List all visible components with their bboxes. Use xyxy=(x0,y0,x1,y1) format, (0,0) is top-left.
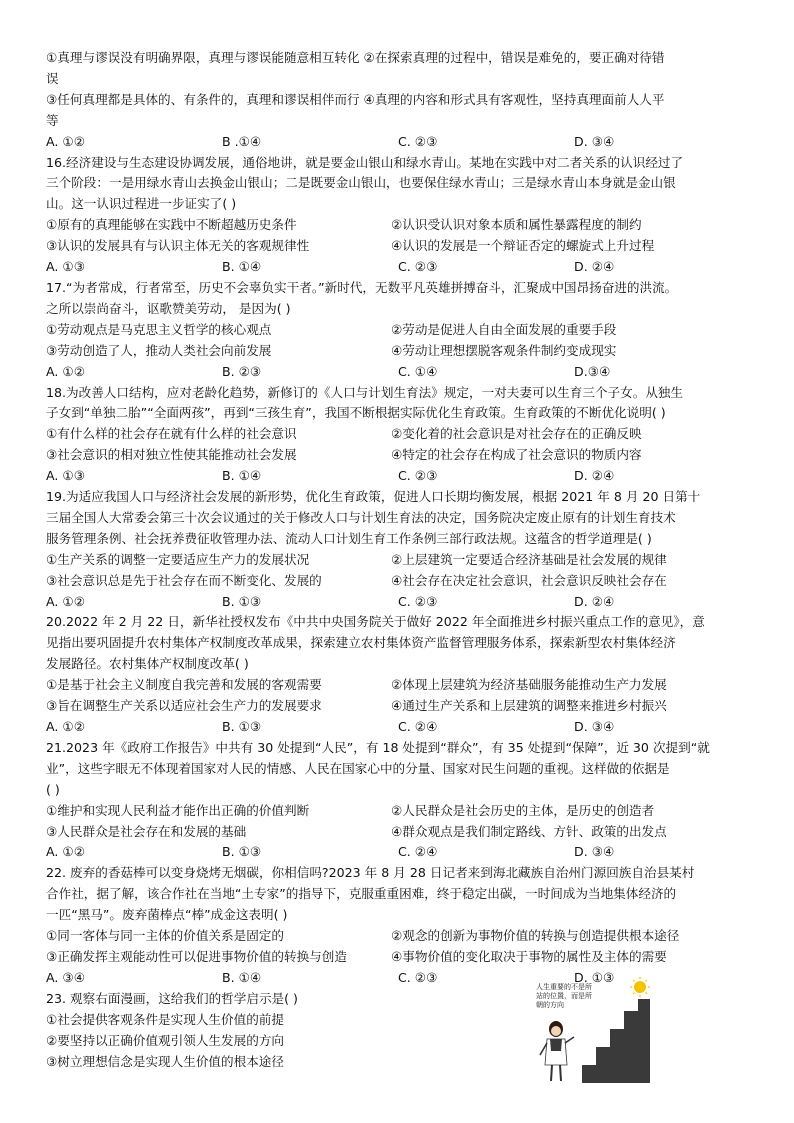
statement-row xyxy=(46,236,750,257)
statement-row xyxy=(46,801,750,822)
option-c[interactable]: C. ②③ xyxy=(398,133,438,149)
option-d[interactable]: D.③④ xyxy=(574,363,611,379)
statement-1: ①生产关系的调整一定要适应生产力的发展状况 xyxy=(46,551,310,567)
answer-options xyxy=(46,842,750,863)
statement-2: ②观念的创新为事物价值的转换与创造提供根本途径 xyxy=(391,928,680,944)
statement-row xyxy=(46,424,750,445)
option-a[interactable]: A. ①② xyxy=(46,133,85,149)
statement-4: ④群众观点是我们制定路线、方针、政策的出发点 xyxy=(391,823,667,839)
option-c[interactable]: C. ②③ xyxy=(398,593,438,609)
option-d[interactable]: D. ③④ xyxy=(574,719,615,734)
question-21 xyxy=(46,738,750,863)
cartoon-caption: 人生重要的不是所 xyxy=(536,982,592,991)
question-22 xyxy=(46,863,750,988)
statement-4: ④社会存在决定社会意识，社会意识反映社会存在 xyxy=(391,572,667,588)
answer-options xyxy=(46,717,750,738)
question-stem: 之所以崇尚奋斗，讴歌赞美劳动， 是因为( ) xyxy=(46,300,291,316)
statement-1: ①维护和实现人民利益才能作出正确的价值判断 xyxy=(46,802,310,818)
option-a[interactable]: A. ①③ xyxy=(46,468,85,484)
option-d[interactable]: D. ③④ xyxy=(574,133,615,149)
statement-4: ④认识的发展是一个辩证否定的螺旋式上升过程 xyxy=(391,238,655,254)
option-b[interactable]: B. ①④ xyxy=(222,259,262,275)
statement-row xyxy=(46,675,750,696)
question-15 xyxy=(46,48,750,153)
answer-options xyxy=(46,592,750,613)
question-stem: 17.“为者常成，行者常至，历史不会辜负实干者。”新时代，无数平凡英雄拼搏奋斗，汇聚成中国昂扬奋进的洪流。 xyxy=(46,279,678,295)
option-c[interactable]: C. ②③ xyxy=(398,969,438,985)
statement-1: ①同一客体与同一主体的价值关系是固定的 xyxy=(46,928,284,944)
statement-line: 误 xyxy=(46,70,59,86)
cartoon-illustration xyxy=(534,977,658,1089)
option-a[interactable]: A. ①② xyxy=(46,719,85,734)
option-b[interactable]: B. ①③ xyxy=(222,719,262,734)
option-d[interactable]: D. ②④ xyxy=(574,468,615,484)
statement-2: ②要坚持以正确价值观引领人生发展的方向 xyxy=(46,1032,284,1048)
question-19 xyxy=(46,487,750,612)
statement-2: ②变化着的社会意识是对社会存在的正确反映 xyxy=(391,426,642,442)
option-c[interactable]: C. ②④ xyxy=(398,719,438,734)
staircase xyxy=(582,999,650,1083)
statement-3: ③树立理想信念是实现人生价值的根本途径 xyxy=(46,1053,284,1069)
sun-icon xyxy=(630,977,650,997)
statement-row xyxy=(46,822,750,843)
option-a[interactable]: A. ③④ xyxy=(46,969,85,985)
question-stem: 23. 观察右面漫画，这给我们的哲学启示是( ) xyxy=(46,990,298,1006)
statement-2: ②体现上层建筑为经济基础服务能推动生产力发展 xyxy=(391,677,667,693)
statement-2: ②人民群众是社会历史的主体，是历史的创造者 xyxy=(391,802,655,818)
question-18 xyxy=(46,383,750,488)
statement-2: ②上层建筑一定要适合经济基础是社会发展的规律 xyxy=(391,551,667,567)
question-stem: 18.为改善人口结构，应对老龄化趋势，新修订的《人口与计划生育法》规定，一对夫妻可以生育三个子女。从独生 xyxy=(46,384,684,400)
statement-4: ④劳动让理想摆脱客观条件制约变成现实 xyxy=(391,342,617,358)
statement-3: ③社会意识的相对独立性使其能推动社会发展 xyxy=(46,447,297,463)
exam-page xyxy=(46,48,750,1072)
question-stem: 子女到“单独二胎”“全面两孩”，再到“三孩生育”，我国不断根据实际优化生育政策。生育政策的不断优化说明( ) xyxy=(46,405,666,421)
question-stem: 山。这一认识过程进一步证实了( ) xyxy=(46,196,237,212)
statement-4: ④通过生产关系和上层建筑的调整来推进乡村振兴 xyxy=(391,698,667,714)
question-stem: 业”，这些字眼无不体现着国家对人民的情感、人民在国家心中的分量、国家对民生问题的重视。这样做的依据是 xyxy=(46,760,670,776)
question-stem: 一匹“黑马”。废弃菌棒点“棒”成金这表明( ) xyxy=(46,907,288,923)
statement-row xyxy=(46,926,750,947)
statement-4: ④事物价值的变化取决于事物的属性及主体的需要 xyxy=(391,948,667,964)
answer-options xyxy=(46,466,750,487)
option-c[interactable]: C. ①④ xyxy=(398,363,438,379)
question-20 xyxy=(46,612,750,737)
option-c[interactable]: C. ②④ xyxy=(398,844,438,860)
question-stem: 三届全国人大常委会第三十次会议通过的关于修改人口与计划生育法的决定，国务院决定废止原有的计划生育技术 xyxy=(46,509,676,525)
question-stem: 合作社，据了解，该合作社在当地“土专家”的指导下，克服重重困难，终于稳定出碳，一时间成为当地集体经济的 xyxy=(46,886,677,902)
question-stem: 22. 废弃的香菇棒可以变身烧烤无烟碳，你相信吗?2023 年 8 月 28 日记者来到海北藏族自治州门源回族自治县某村 xyxy=(46,865,695,881)
statement-line: 等 xyxy=(46,112,59,128)
statement-3: ③人民群众是社会存在和发展的基础 xyxy=(46,823,247,839)
statement-1: ①劳动观点是马克思主义哲学的核心观点 xyxy=(46,321,272,337)
option-d[interactable]: D. ①③ xyxy=(574,969,615,985)
answer-options xyxy=(46,132,750,153)
option-d[interactable]: D. ②④ xyxy=(574,259,615,275)
statement-3: ③认识的发展具有与认识主体无关的客观规律性 xyxy=(46,238,310,254)
statement-3: ③社会意识总是先于社会存在而不断变化、发展的 xyxy=(46,572,322,588)
option-b[interactable]: B. ①④ xyxy=(222,969,262,985)
question-stem: 见指出要巩固提升农村集体产权制度改革成果，探索建立农村集体资产监督管理服务体系，探索新型农村集体经济 xyxy=(46,635,676,651)
answer-options xyxy=(46,257,750,278)
question-23 xyxy=(46,982,750,1073)
statement-1: ①是基于社会主义制度自我完善和发展的客观需要 xyxy=(46,677,322,693)
question-stem: 发展路径。农村集体产权制度改革( ) xyxy=(46,656,249,672)
statement-1: ①社会提供客观条件是实现人生价值的前提 xyxy=(46,1011,284,1027)
option-b[interactable]: B. ①③ xyxy=(222,844,262,860)
statement-row xyxy=(46,320,750,341)
option-b[interactable]: B. ①③ xyxy=(222,593,262,609)
option-c[interactable]: C. ②③ xyxy=(398,468,438,484)
question-stem: 16.经济建设与生态建设协调发展，通俗地讲，就是要金山银山和绿水青山。某地在实践中对二者关系的认识经过了 xyxy=(46,154,684,170)
statement-row xyxy=(46,947,750,968)
option-b[interactable]: B .①④ xyxy=(222,133,262,149)
statement-1: ①原有的真理能够在实践中不断超越历史条件 xyxy=(46,217,297,233)
statement-row xyxy=(46,341,750,362)
statement-1: ①有什么样的社会存在就有什么样的社会意识 xyxy=(46,426,297,442)
statement-row xyxy=(46,696,750,717)
statement-row xyxy=(46,550,750,571)
statement-row xyxy=(46,571,750,592)
option-a[interactable]: A. ①② xyxy=(46,593,85,609)
cartoon-caption: 站的位置，而是所 xyxy=(536,991,592,1000)
question-stem: 19.为适应我国人口与经济社会发展的新形势，优化生育政策，促进人口长期均衡发展，根据 2021 年 8 月 20 日第十 xyxy=(46,489,701,505)
question-stem: 三个阶段：一是用绿水青山去换金山银山；二是既要金山银山，也要保住绿水青山；三是绿水青山本身就是金山银 xyxy=(46,175,676,191)
question-16 xyxy=(46,153,750,278)
option-d[interactable]: D. ②④ xyxy=(574,593,615,609)
option-a[interactable]: A. ①② xyxy=(46,363,85,379)
cartoon-caption: 朝的方向 xyxy=(536,1000,564,1009)
question-stem: 21.2023 年《政府工作报告》中共有 30 处提到“人民”，有 18 处提到“群众”，有 35 处提到“保障”，近 30 次提到“就 xyxy=(46,739,710,755)
option-a[interactable]: A. ①③ xyxy=(46,259,85,275)
statement-row xyxy=(46,215,750,236)
statement-2: ②劳动是促进人自由全面发展的重要手段 xyxy=(391,321,617,337)
statement-row xyxy=(46,445,750,466)
option-b[interactable]: B. ①④ xyxy=(222,468,262,484)
question-17 xyxy=(46,278,750,383)
statement-3: ③劳动创造了人，推动人类社会向前发展 xyxy=(46,342,272,358)
statement-4: ④特定的社会存在构成了社会意识的物质内容 xyxy=(391,447,642,463)
statement-line: ③任何真理都是具体的、有条件的，真理和谬误相伴而行 ④真理的内容和形式具有客观性，坚持真理面前人人平 xyxy=(46,91,665,107)
statement-2: ②认识受认识对象本质和属性暴露程度的制约 xyxy=(391,217,642,233)
question-stem: 20.2022 年 2 月 22 日，新华社授权发布《中共中央国务院关于做好 2022 年全面推进乡村振兴重点工作的意见》，意 xyxy=(46,614,705,630)
option-a[interactable]: A. ①② xyxy=(46,844,85,860)
statement-line: ①真理与谬误没有明确界限，真理与谬误能随意相互转化 ②在探索真理的过程中，错误是难免的，要正确对待错 xyxy=(46,50,665,65)
option-b[interactable]: B. ②③ xyxy=(222,363,262,379)
question-stem: 服务管理条例、社会抚养费征收管理办法、流动人口计划生育工作条例三部行政法规。这蕴含的哲学道理是( ) xyxy=(46,530,652,546)
option-d[interactable]: D. ③④ xyxy=(574,844,615,860)
answer-options xyxy=(46,362,750,383)
option-c[interactable]: C. ②③ xyxy=(398,259,438,275)
statement-3: ③旨在调整生产关系以适应社会生产力的发展要求 xyxy=(46,698,322,714)
statement-3: ③正确发挥主观能动性可以促进事物价值的转换与创造 xyxy=(46,948,347,964)
person-figure xyxy=(540,1021,574,1081)
question-stem: ( ) xyxy=(46,781,60,797)
